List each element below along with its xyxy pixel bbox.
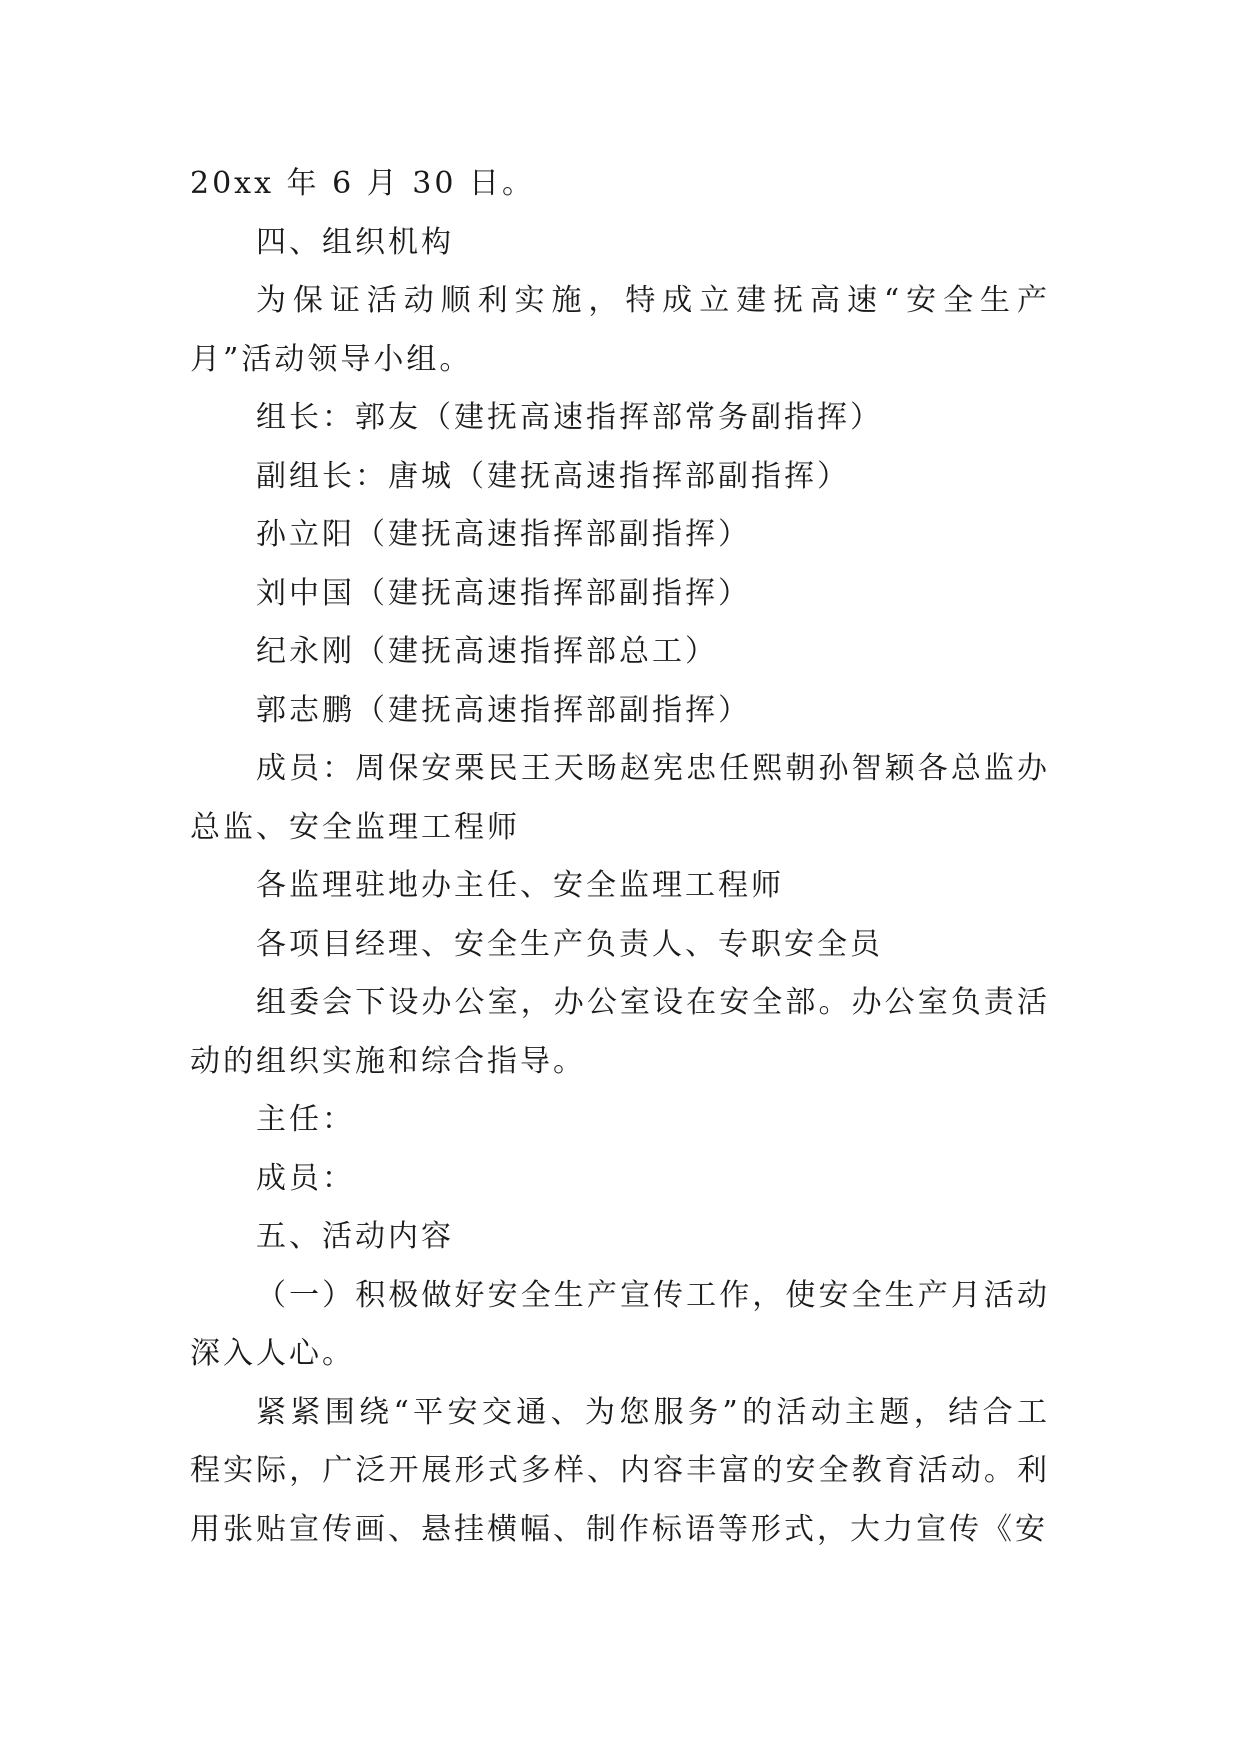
paragraph-deputy-leader: 副组长：唐城（建抚高速指挥部副指挥） — [256, 458, 850, 494]
paragraph-committee-office: 组委会下设办公室，办公室设在安全部。办公室负责活动的组织实施和综合指导。 — [190, 985, 1050, 1079]
paragraph-deputy-ji: 纪永刚（建抚高速指挥部总工） — [256, 634, 718, 669]
paragraph-group-leader: 组长：郭友（建抚高速指挥部常务副指挥） — [256, 400, 883, 435]
paragraph-office-members: 成员： — [256, 1160, 355, 1196]
paragraph-publicity: 紧紧围绕“平安交通、为您服务”的活动主题，结合工程实际，广泛开展形式多样、内容丰富的安全教育活动。利用张贴宣传画、悬挂横幅、制作标语等形式，大力宣传《安 — [190, 1394, 1050, 1547]
heading-activity-content: 五、活动内容 — [256, 1219, 454, 1254]
paragraph-date: 20xx 年 6 月 30 日。 — [190, 166, 535, 201]
paragraph-deputy-liu: 刘中国（建抚高速指挥部副指挥） — [256, 575, 751, 611]
paragraph-members: 成员：周保安栗民王天旸赵宪忠任熙朝孙智颖各总监办总监、安全监理工程师 — [190, 751, 1050, 845]
paragraph-deputy-guo: 郭志鹏（建抚高速指挥部副指挥） — [256, 692, 751, 728]
heading-organization: 四、组织机构 — [256, 224, 454, 260]
paragraph-leadership-intro: 为保证活动顺利实施，特成立建抚高速“安全生产月”活动领导小组。 — [190, 283, 1050, 377]
paragraph-director: 主任： — [256, 1102, 355, 1137]
document-body — [190, 155, 1050, 1559]
paragraph-deputy-sun: 孙立阳（建抚高速指挥部副指挥） — [256, 517, 751, 552]
paragraph-section-one: （一）积极做好安全生产宣传工作，使安全生产月活动深入人心。 — [190, 1277, 1050, 1371]
paragraph-project-managers: 各项目经理、安全生产负责人、专职安全员 — [256, 926, 883, 962]
paragraph-supervision-offices: 各监理驻地办主任、安全监理工程师 — [256, 868, 784, 903]
